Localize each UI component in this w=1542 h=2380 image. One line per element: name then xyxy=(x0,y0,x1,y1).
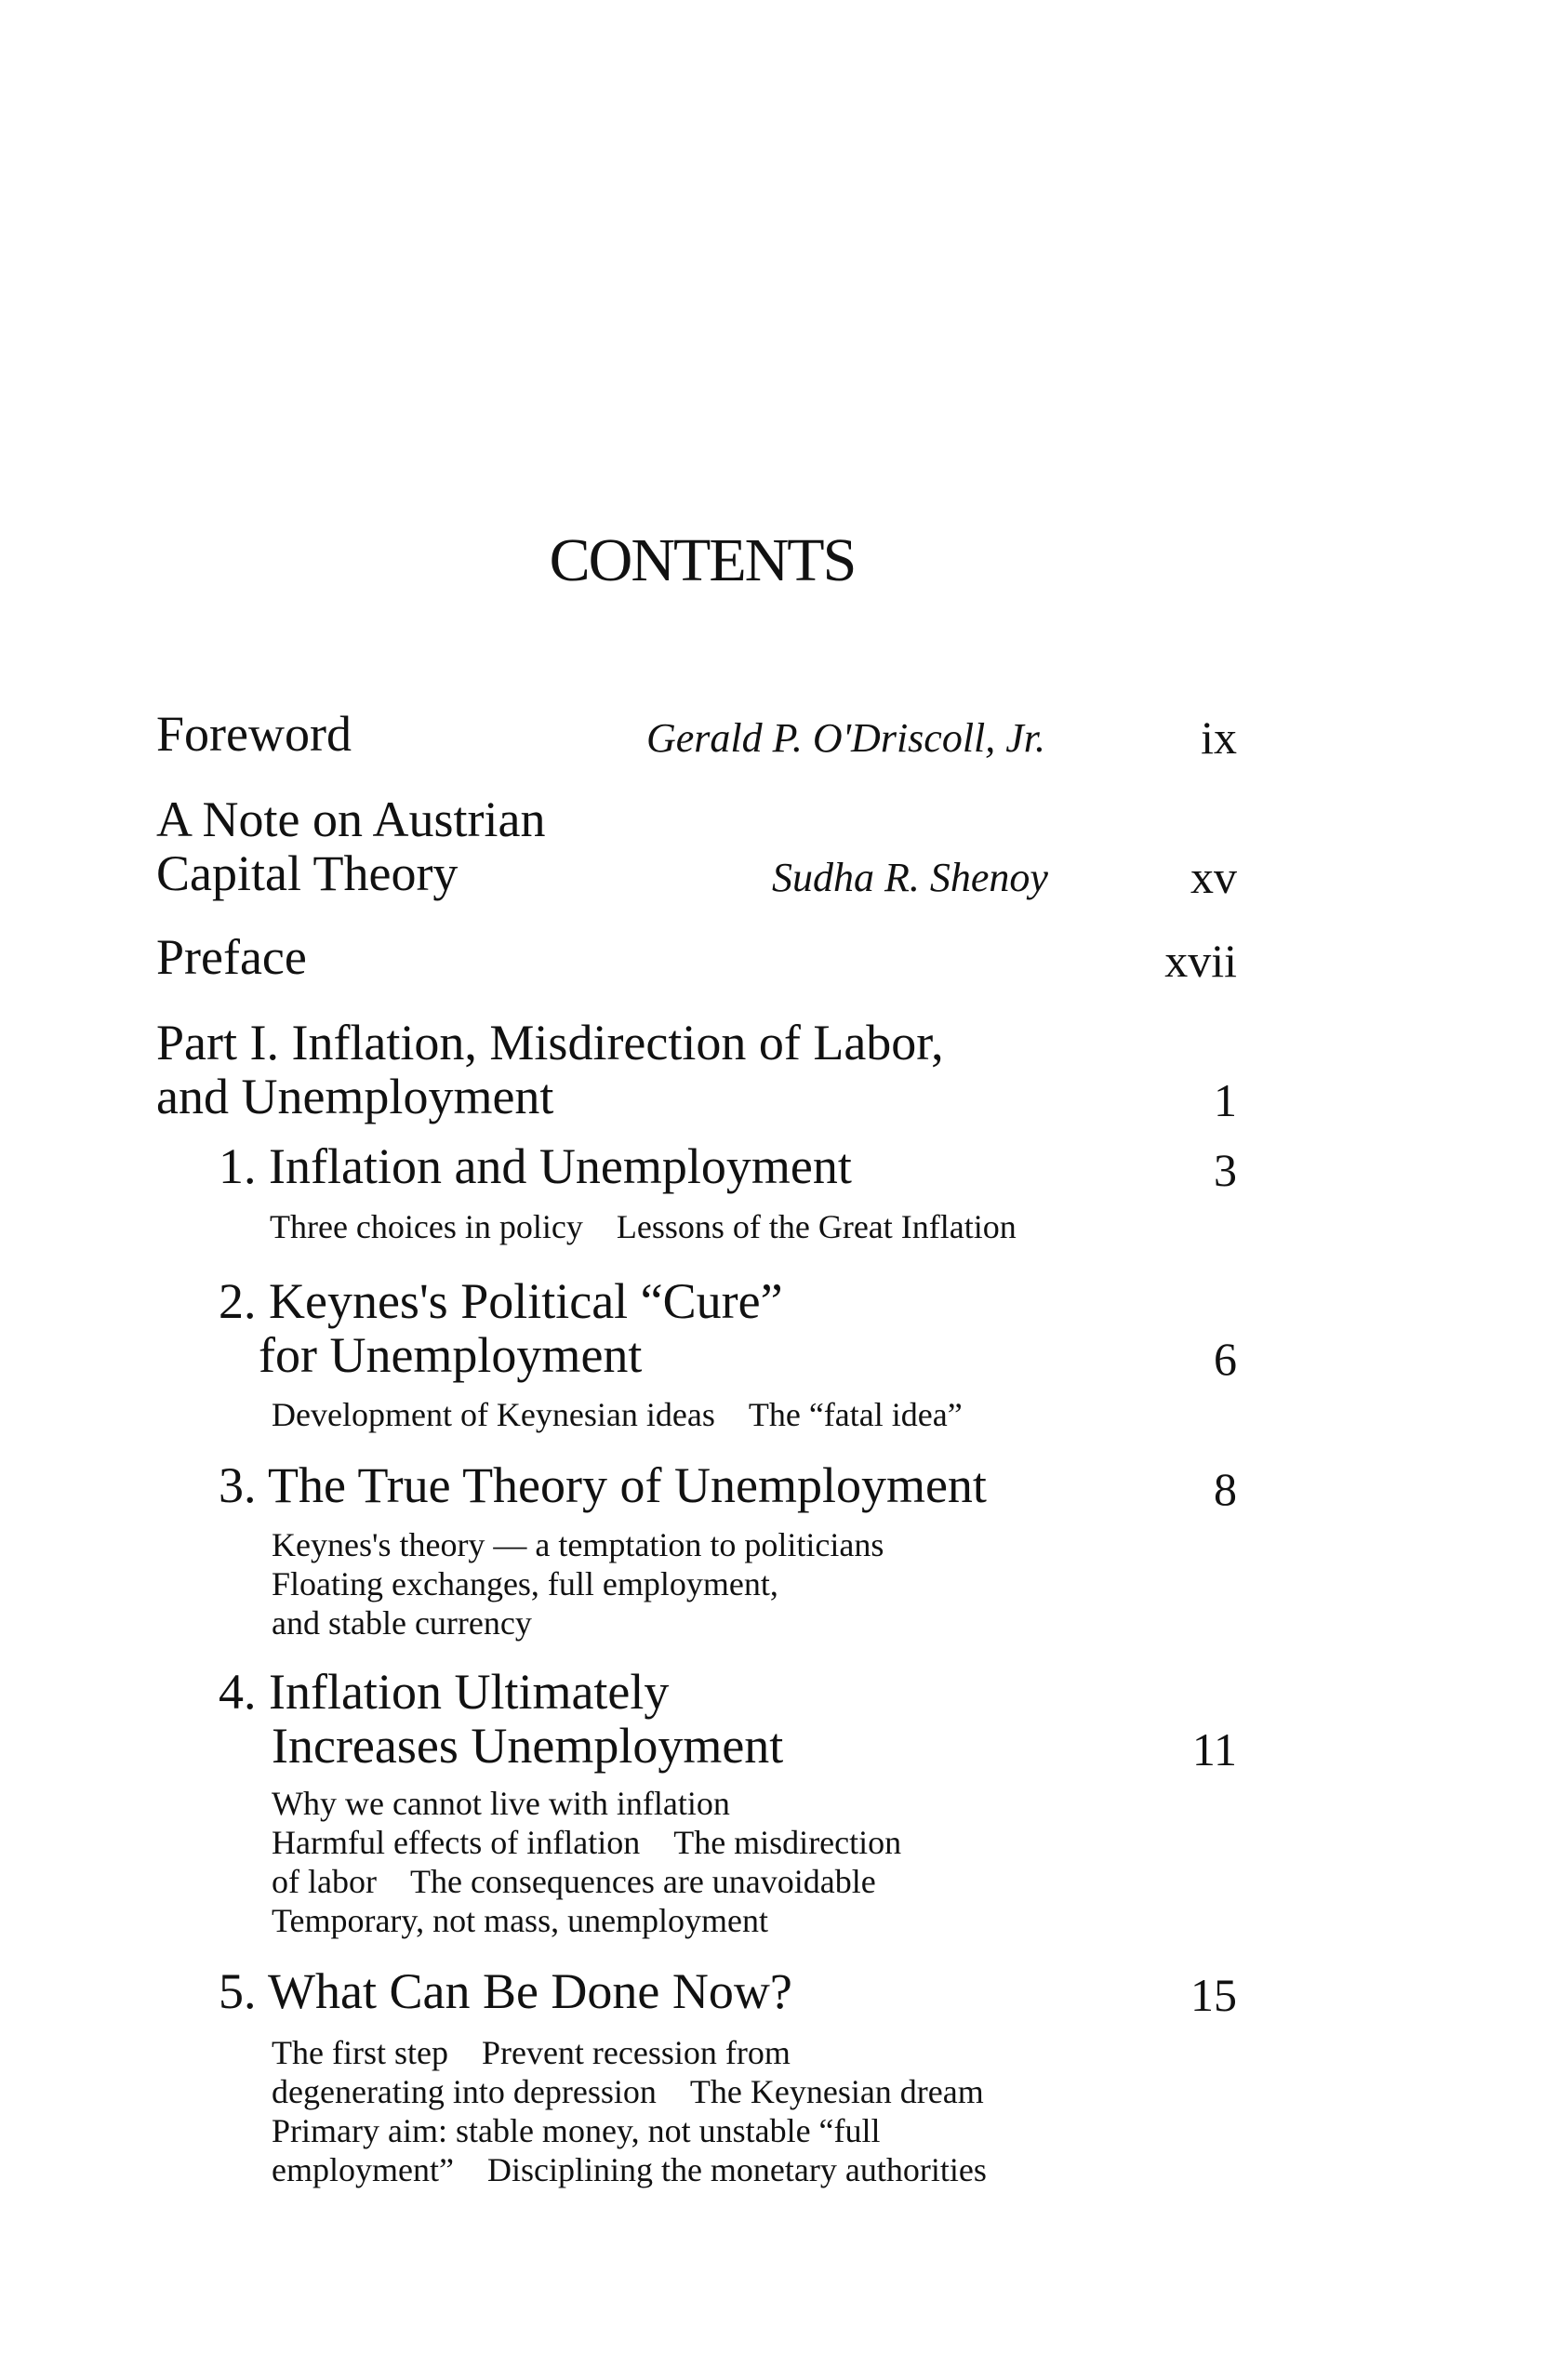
entry-note-title-line-2: Capital Theory xyxy=(156,845,459,901)
chapter-5-page: 15 xyxy=(1190,1969,1237,2021)
entry-part-1-title-line-2: and Unemployment xyxy=(156,1069,554,1124)
chapter-3-page: 8 xyxy=(1214,1463,1237,1515)
chapter-3-title: 3. The True Theory of Unemployment xyxy=(219,1457,987,1513)
chapter-3-subtopics-line-2: Floating exchanges, full employment, xyxy=(272,1565,778,1602)
entry-note-title-line-1: A Note on Austrian xyxy=(156,791,546,847)
chapter-4-subtopics-line-1: Why we cannot live with inflation xyxy=(272,1785,730,1822)
chapter-5-subtopics-line-4: employment” Disciplining the monetary authorities xyxy=(272,2151,987,2188)
chapter-5-subtopics-line-3: Primary aim: stable money, not unstable “full xyxy=(272,2112,881,2149)
chapter-4-subtopics-line-2: Harmful effects of inflation The misdirection xyxy=(272,1824,902,1861)
entry-preface-title: Preface xyxy=(156,929,307,985)
entry-note-author: Sudha R. Shenoy xyxy=(772,855,1048,900)
chapter-4-title-line-1: 4. Inflation Ultimately xyxy=(219,1664,670,1720)
chapter-3-subtopics-line-3: and stable currency xyxy=(272,1604,532,1642)
entry-foreword-author: Gerald P. O'Driscoll, Jr. xyxy=(646,715,1046,761)
chapter-1-title: 1. Inflation and Unemployment xyxy=(219,1138,852,1194)
chapter-4-subtopics-line-4: Temporary, not mass, unemployment xyxy=(272,1902,769,1939)
entry-foreword-title: Foreword xyxy=(156,706,352,762)
entry-preface-page: xvii xyxy=(1164,935,1237,987)
chapter-3-subtopics-line-1: Keynes's theory — a temptation to politicians xyxy=(272,1526,884,1563)
chapter-4-page: 11 xyxy=(1191,1723,1237,1775)
chapter-4-subtopics-line-3: of labor The consequences are unavoidable xyxy=(272,1863,876,1900)
chapter-2-title-line-1: 2. Keynes's Political “Cure” xyxy=(219,1273,783,1329)
chapter-5-title: 5. What Can Be Done Now? xyxy=(219,1963,792,2019)
entry-part-1-title-line-1: Part I. Inflation, Misdirection of Labor, xyxy=(156,1015,944,1070)
entry-part-1-page: 1 xyxy=(1214,1074,1237,1126)
entry-note-page: xv xyxy=(1190,851,1237,903)
chapter-2-subtopics-line-1: Development of Keynesian ideas The “fatal idea” xyxy=(272,1396,963,1433)
entry-foreword-page: ix xyxy=(1201,711,1237,764)
chapter-1-subtopics-line-1: Three choices in policy Lessons of the Great Inflation xyxy=(270,1208,1017,1245)
page-title: CONTENTS xyxy=(549,526,856,594)
chapter-4-title-line-2: Increases Unemployment xyxy=(272,1718,784,1774)
chapter-1-page: 3 xyxy=(1214,1144,1237,1196)
chapter-5-subtopics-line-2: degenerating into depression The Keynesian dream xyxy=(272,2073,984,2110)
chapter-2-title-line-2: for Unemployment xyxy=(259,1327,643,1383)
chapter-2-page: 6 xyxy=(1214,1333,1237,1385)
chapter-5-subtopics-line-1: The first step Prevent recession from xyxy=(272,2034,791,2071)
